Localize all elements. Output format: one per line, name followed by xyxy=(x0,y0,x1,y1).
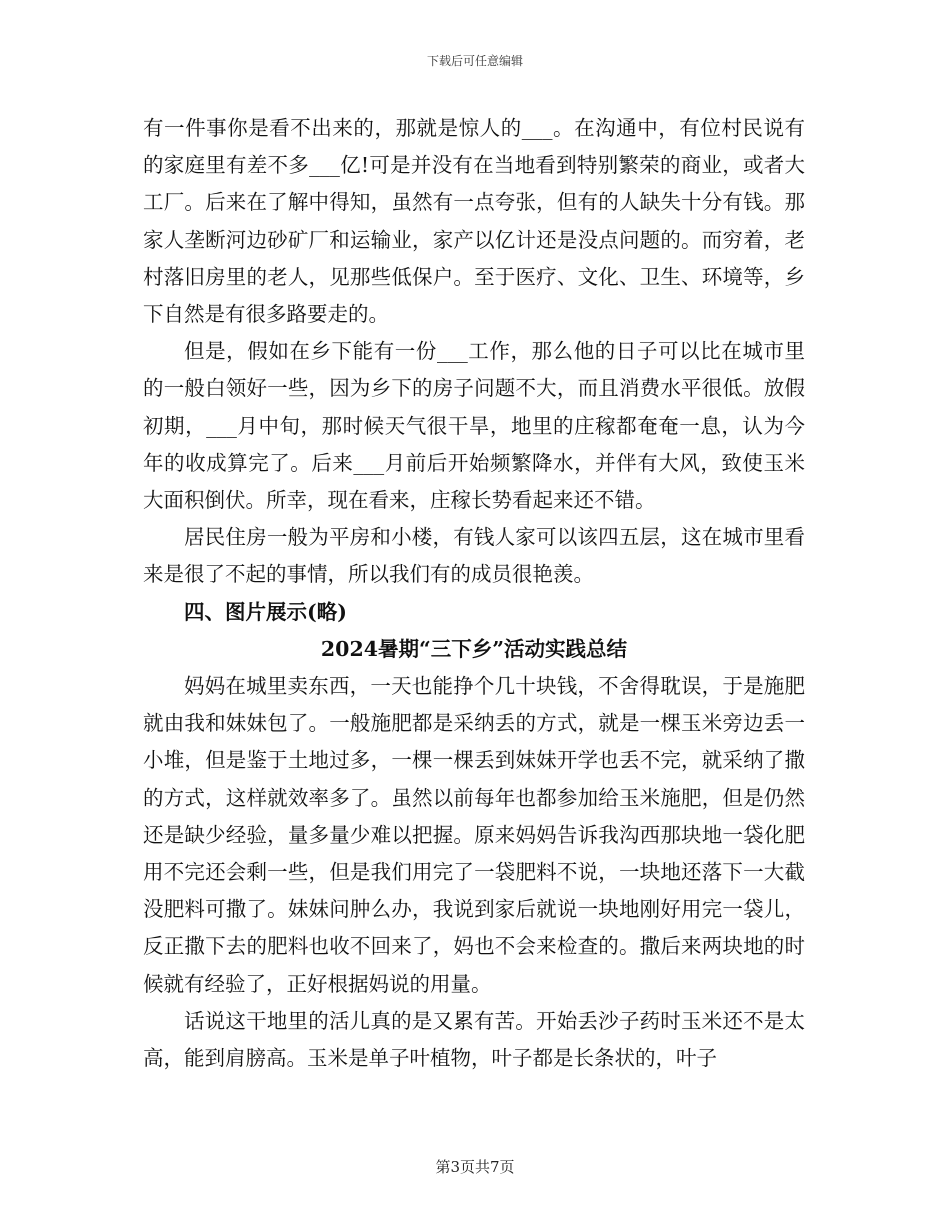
paragraph-field-work: 话说这干地里的活儿真的是又累有苦。开始丢沙子药时玉米还不是太高，能到肩膀高。玉米是单子叶植物，叶子都是长条状的，叶子 xyxy=(143,1008,805,1071)
page-header: 下载后可任意编辑 xyxy=(426,54,523,68)
paragraph-wealth-gap: 有一件事你是看不出来的，那就是惊人的___。在沟通中，有位村民说有的家庭里有差不多___亿!可是并没有在当地看到特别繁荣的商业，或者大工厂。后来在了解中得知，虽然有一点夸张，但有的人缺失十分有钱。那家人垄断河边砂矿厂和运输业，家产以亿计还是没点问题的。而穷着，老村落旧房里的老人，见那些低保户。至于医疗、文化、卫生、环境等，乡下自然是有很多路要走的。 xyxy=(143,116,805,327)
paragraph-fertilizing: 妈妈在城里卖东西，一天也能挣个几十块钱，不舍得耽误，于是施肥就由我和妹妹包了。一般施肥都是采纳丢的方式，就是一棵玉米旁边丢一小堆，但是鉴于土地过多，一棵一棵丢到妹妹开学也丢不完，就采纳了撒的方式，这样就效率多了。虽然以前每年也都参加给玉米施肥，但是仍然还是缺少经验，量多量少难以把握。原来妈妈告诉我沟西那块地一袋化肥用不完还会剩一些，但是我们用完了一袋肥料不说，一块地还落下一大截没肥料可撒了。妹妹问肿么办，我说到家后就说一块地刚好用完一袋儿，反正撒下去的肥料也收不回来了，妈也不会来检查的。撒后来两块地的时候就有经验了，正好根据妈说的用量。 xyxy=(143,674,805,996)
document-body xyxy=(143,110,805,1077)
section-heading-pictures: 四、图片展示(略) xyxy=(184,599,347,624)
document-title: 2024暑期“三下乡”活动实践总结 xyxy=(320,636,628,661)
paragraph-rural-work: 但是，假如在乡下能有一份___工作，那么他的日子可以比在城市里的一般白领好一些，因为乡下的房子问题不大，而且消费水平很低。放假初期，___月中旬，那时候天气很干旱，地里的庄稼都奄奄一息，认为今年的收成算完了。后来___月前后开始频繁降水，并伴有大风，致使玉米大面积倒伏。所幸，现在看来，庄稼长势看起来还不错。 xyxy=(143,339,805,513)
paragraph-housing: 居民住房一般为平房和小楼，有钱人家可以该四五层，这在城市里看来是很了不起的事情，所以我们有的成员很艳羡。 xyxy=(143,525,805,587)
page-footer: 第3页共7页 xyxy=(435,1158,515,1176)
